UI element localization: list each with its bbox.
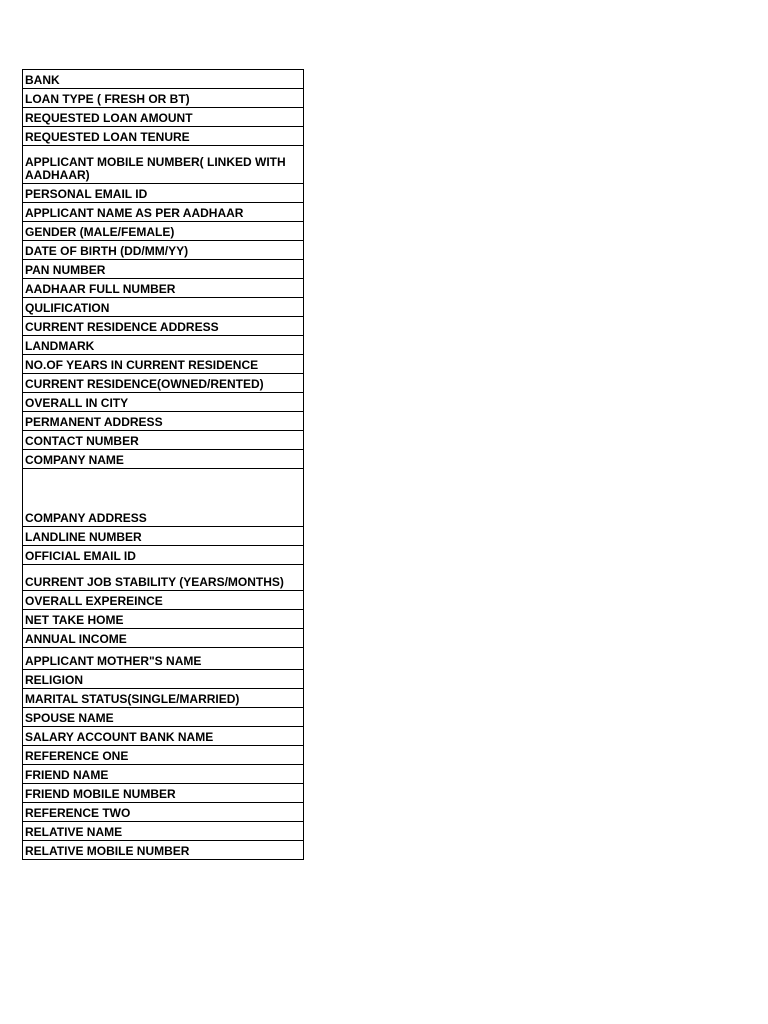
form-row [23, 184, 304, 203]
form-row [23, 450, 304, 469]
form-row [23, 708, 304, 727]
form-row [23, 670, 304, 689]
form-row [23, 393, 304, 412]
field-label: OFFICIAL EMAIL ID [23, 546, 304, 565]
form-row [23, 546, 304, 565]
field-label: BANK [23, 70, 304, 89]
field-label: REFERENCE TWO [23, 803, 304, 822]
form-row [23, 336, 304, 355]
field-label: OVERALL EXPEREINCE [23, 591, 304, 610]
form-row [23, 317, 304, 336]
field-label: FRIEND NAME [23, 765, 304, 784]
form-row [23, 822, 304, 841]
field-label: GENDER (MALE/FEMALE) [23, 222, 304, 241]
form-row [23, 527, 304, 546]
form-row [23, 374, 304, 393]
field-label: RELIGION [23, 670, 304, 689]
form-row [23, 841, 304, 860]
form-row [23, 629, 304, 648]
form-row [23, 260, 304, 279]
field-label: RELATIVE MOBILE NUMBER [23, 841, 304, 860]
form-row [23, 70, 304, 89]
field-label: SPOUSE NAME [23, 708, 304, 727]
form-row [23, 648, 304, 670]
field-label: AADHAAR FULL NUMBER [23, 279, 304, 298]
field-label: APPLICANT MOTHER"S NAME [23, 648, 304, 670]
form-row [23, 746, 304, 765]
form-row [23, 565, 304, 591]
field-label: APPLICANT NAME AS PER AADHAAR [23, 203, 304, 222]
field-label: CURRENT JOB STABILITY (YEARS/MONTHS) [23, 565, 304, 591]
form-row [23, 241, 304, 260]
form-row [23, 89, 304, 108]
form-row [23, 469, 304, 527]
field-label: LANDMARK [23, 336, 304, 355]
field-label: COMPANY ADDRESS [23, 469, 304, 527]
field-label: PERMANENT ADDRESS [23, 412, 304, 431]
field-label: OVERALL IN CITY [23, 393, 304, 412]
form-row [23, 355, 304, 374]
form-row [23, 203, 304, 222]
field-label: REFERENCE ONE [23, 746, 304, 765]
form-row [23, 431, 304, 450]
field-label: PAN NUMBER [23, 260, 304, 279]
field-label: PERSONAL EMAIL ID [23, 184, 304, 203]
field-label: COMPANY NAME [23, 450, 304, 469]
form-row [23, 610, 304, 629]
form-row [23, 784, 304, 803]
form-row [23, 803, 304, 822]
field-label: REQUESTED LOAN TENURE [23, 127, 304, 146]
form-row [23, 689, 304, 708]
field-label: RELATIVE NAME [23, 822, 304, 841]
field-label: LANDLINE NUMBER [23, 527, 304, 546]
form-row [23, 727, 304, 746]
field-label: MARITAL STATUS(SINGLE/MARRIED) [23, 689, 304, 708]
loan-application-form-table [22, 69, 304, 860]
field-label: NET TAKE HOME [23, 610, 304, 629]
field-label: NO.OF YEARS IN CURRENT RESIDENCE [23, 355, 304, 374]
form-row [23, 146, 304, 184]
form-row [23, 591, 304, 610]
form-row [23, 298, 304, 317]
field-label: SALARY ACCOUNT BANK NAME [23, 727, 304, 746]
field-label: APPLICANT MOBILE NUMBER( LINKED WITH AADHAAR) [23, 146, 304, 184]
field-label: LOAN TYPE ( FRESH OR BT) [23, 89, 304, 108]
form-table-body [23, 70, 304, 860]
field-label: REQUESTED LOAN AMOUNT [23, 108, 304, 127]
form-row [23, 765, 304, 784]
field-label: FRIEND MOBILE NUMBER [23, 784, 304, 803]
form-row [23, 412, 304, 431]
form-row [23, 127, 304, 146]
form-row [23, 279, 304, 298]
field-label: ANNUAL INCOME [23, 629, 304, 648]
field-label: CURRENT RESIDENCE ADDRESS [23, 317, 304, 336]
form-row [23, 108, 304, 127]
field-label: CURRENT RESIDENCE(OWNED/RENTED) [23, 374, 304, 393]
form-row [23, 222, 304, 241]
field-label: DATE OF BIRTH (DD/MM/YY) [23, 241, 304, 260]
field-label: QULIFICATION [23, 298, 304, 317]
field-label: CONTACT NUMBER [23, 431, 304, 450]
